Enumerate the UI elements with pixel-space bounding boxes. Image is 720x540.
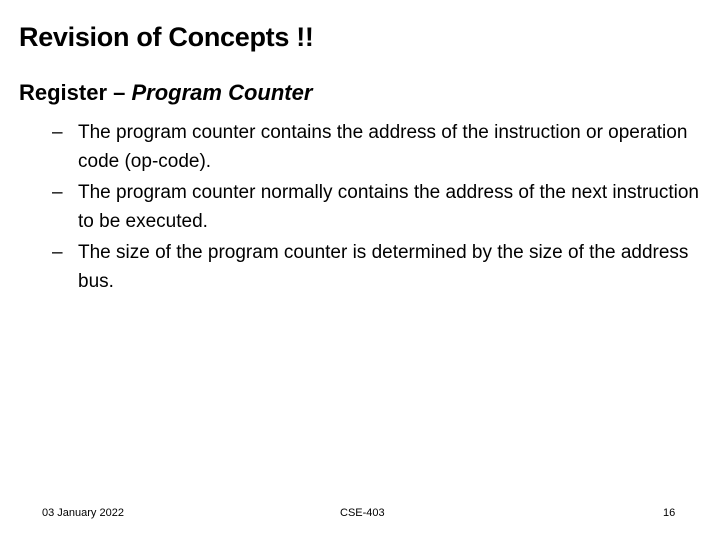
bullet-text: The program counter normally contains the address of the next instruction to be executed. xyxy=(78,182,699,232)
bullet-list xyxy=(52,118,702,298)
bullet-item xyxy=(52,178,702,236)
section-heading-italic: Program Counter xyxy=(131,80,313,105)
bullet-marker: – xyxy=(52,242,63,263)
bullet-item xyxy=(52,118,702,176)
footer-date: 03 January 2022 xyxy=(42,507,124,519)
footer-course: CSE-403 xyxy=(340,507,385,519)
slide-title: Revision of Concepts !! xyxy=(19,22,314,52)
bullet-marker: – xyxy=(52,182,63,203)
bullet-item xyxy=(52,238,702,296)
bullet-text: The size of the program counter is determined by the size of the address bus. xyxy=(78,242,689,292)
section-heading-prefix: Register – xyxy=(19,80,132,105)
section-heading xyxy=(19,80,312,106)
bullet-text: The program counter contains the address of the instruction or operation code (op-code). xyxy=(78,122,688,172)
bullet-marker: – xyxy=(52,122,63,143)
footer-page-number: 16 xyxy=(663,507,676,519)
